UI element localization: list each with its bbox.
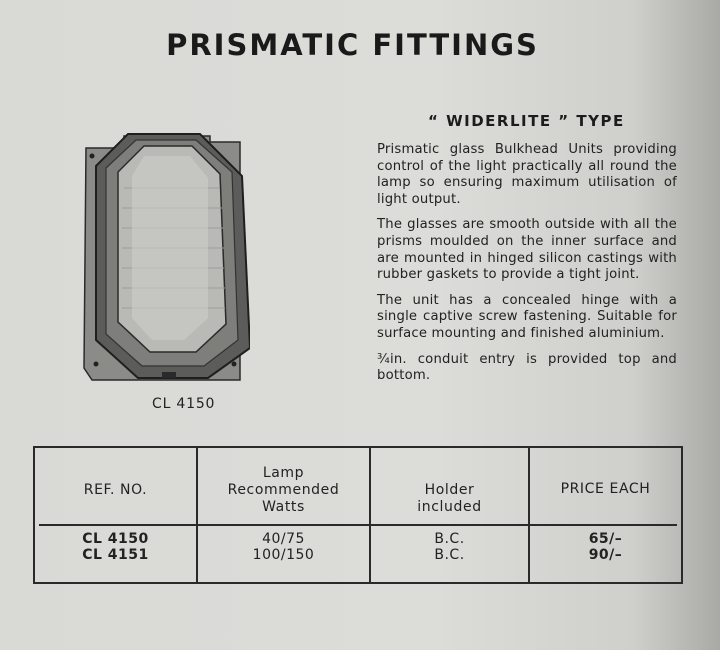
bulkhead-fitting-drawing — [80, 128, 250, 388]
description-paragraph: ¾in. conduit entry is provided top and bottom. — [377, 351, 677, 384]
cell-watts: 40/75 — [262, 531, 305, 547]
header-holder-line: Holder — [424, 482, 475, 498]
description-paragraph: The glasses are smooth outside with all the prisms moulded on the inner surface and are mounted in hinged silicon castings with rubber gaskets to provide a tight joint. — [377, 217, 677, 283]
page-title: PRISMATIC FITTINGS — [166, 28, 539, 62]
cell-watts: 100/150 — [252, 547, 315, 563]
bulkhead-fitting-image — [80, 128, 250, 388]
description-paragraph: The unit has a concealed hinge with a single captive screw fastening. Suitable for surface mounting and finished aluminium. — [377, 292, 677, 341]
price-table — [33, 446, 683, 584]
cell-ref: CL 4151 — [82, 547, 149, 563]
header-lamp-watts — [198, 465, 369, 516]
figure-caption: CL 4150 — [152, 396, 216, 412]
header-lamp-line: Lamp — [262, 465, 305, 481]
header-ref: REF. NO. — [83, 482, 148, 498]
cell-ref: CL 4150 — [82, 531, 149, 547]
description-paragraph: Prismatic glass Bulkhead Units providing control of the light practically all round the lamp so ensuring maximum utilisation of light output. — [377, 142, 677, 207]
table-row-price — [530, 531, 681, 563]
header-lamp-line: Recommended — [227, 482, 340, 498]
table-row-holder — [371, 531, 528, 563]
header-divider — [39, 524, 677, 526]
cell-holder: B.C. — [434, 547, 465, 563]
table-row-watts — [198, 531, 369, 563]
description — [377, 142, 677, 394]
cell-holder: B.C. — [434, 531, 465, 547]
header-holder-line: included — [417, 499, 482, 515]
header-lamp-line: Watts — [262, 499, 305, 515]
table-row-ref — [35, 531, 196, 563]
cell-price: 65/– — [588, 531, 623, 547]
header-price: PRICE EACH — [560, 481, 651, 497]
cell-price: 90/– — [588, 547, 623, 563]
header-holder — [371, 482, 528, 516]
type-heading: “ WIDERLITE ” TYPE — [428, 112, 625, 130]
